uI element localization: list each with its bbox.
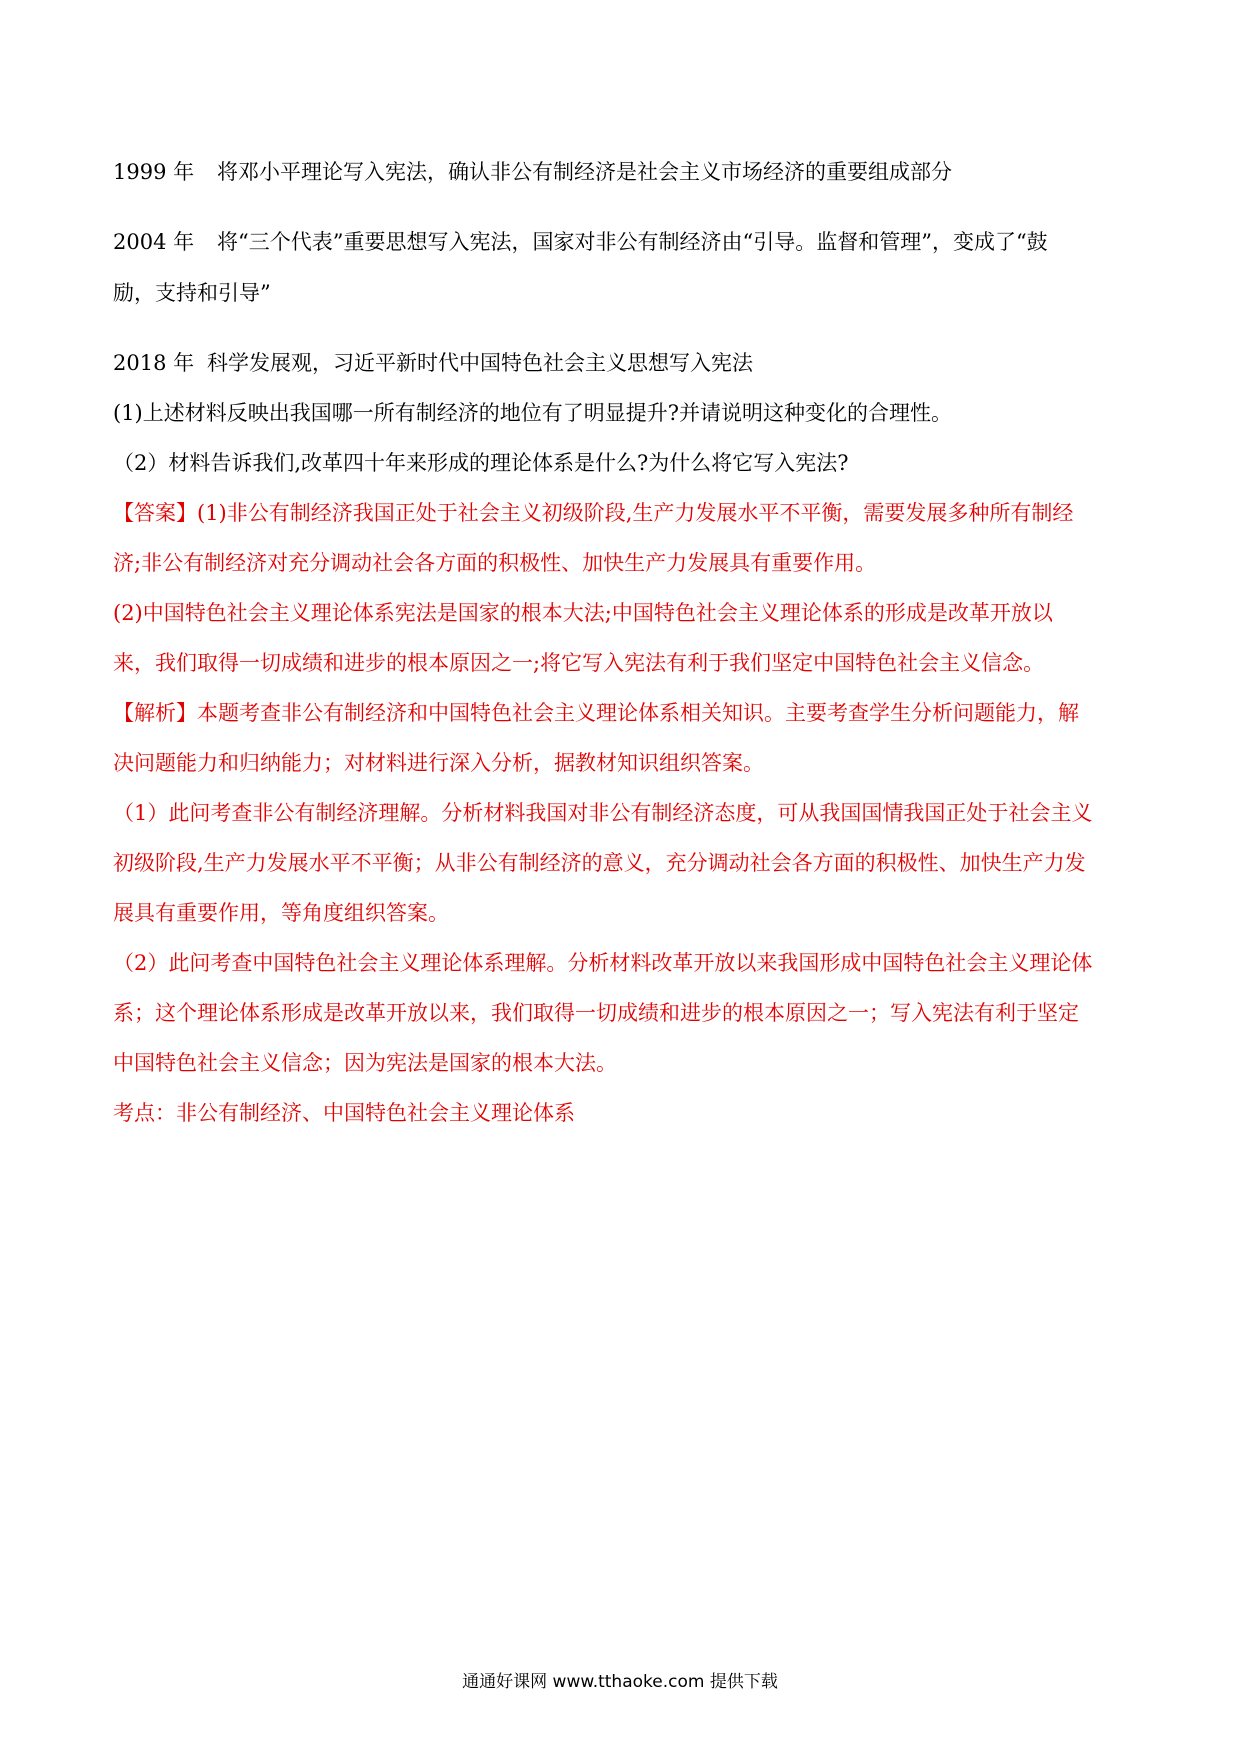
analysis-line: 决问题能力和归纳能力；对材料进行深入分析，据教材知识组织答案。 (113, 751, 764, 775)
material-1999 (113, 157, 1133, 187)
analysis-line: （1）此问考查非公有制经济理解。分析材料我国对非公有制经济态度，可从我国国情我国正处于社会主义 (113, 801, 1093, 825)
material-text: 将“三个代表”重要思想写入宪法，国家对非公有制经济由“引导。监督和管理”，变成了“鼓 (217, 230, 1048, 254)
page-footer: 通通好课网 www.tthaoke.com 提供下载 (462, 1672, 778, 1692)
question-2: （2）材料告诉我们,改革四十年来形成的理论体系是什么?为什么将它写入宪法? (113, 451, 849, 475)
material-2018 (113, 348, 1133, 378)
analysis-line: 中国特色社会主义信念；因为宪法是国家的根本大法。 (113, 1051, 617, 1075)
question-1: (1)上述材料反映出我国哪一所有制经济的地位有了明显提升?并请说明这种变化的合理性。 (113, 401, 953, 425)
analysis-line: 系；这个理论体系形成是改革开放以来，我们取得一切成绩和进步的根本原因之一；写入宪法有利于坚定 (113, 1001, 1079, 1025)
answer-line: 济;非公有制经济对充分调动社会各方面的积极性、加快生产力发展具有重要作用。 (113, 551, 877, 575)
analysis-line: 初级阶段,生产力发展水平不平衡；从非公有制经济的意义，充分调动社会各方面的积极性、加快生产力发 (113, 851, 1086, 875)
answer-line: (2)中国特色社会主义理论体系宪法是国家的根本大法;中国特色社会主义理论体系的形成是改革开放以 (113, 601, 1053, 625)
material-text: 科学发展观，习近平新时代中国特色社会主义思想写入宪法 (207, 351, 753, 375)
kaodian-line: 考点：非公有制经济、中国特色社会主义理论体系 (113, 1101, 575, 1125)
material-2004-continued (113, 278, 1133, 308)
material-year: 2018 年 (113, 351, 195, 375)
answer-line: 【答案】(1)非公有制经济我国正处于社会主义初级阶段,生产力发展水平不平衡，需要发展多种所有制经 (113, 501, 1074, 525)
answer-line: 来，我们取得一切成绩和进步的根本原因之一;将它写入宪法有利于我们坚定中国特色社会主义信念。 (113, 651, 1045, 675)
material-year: 2004 年 (113, 230, 195, 254)
analysis-line: 展具有重要作用，等角度组织答案。 (113, 901, 449, 925)
material-text: 励，支持和引导” (113, 281, 271, 305)
material-text: 将邓小平理论写入宪法，确认非公有制经济是社会主义市场经济的重要组成部分 (217, 160, 952, 184)
material-2004 (113, 227, 1133, 257)
analysis-line: （2）此问考查中国特色社会主义理论体系理解。分析材料改革开放以来我国形成中国特色社会主义理论体 (113, 951, 1093, 975)
material-year: 1999 年 (113, 160, 195, 184)
analysis-line: 【解析】本题考查非公有制经济和中国特色社会主义理论体系相关知识。主要考查学生分析问题能力，解 (113, 701, 1079, 725)
